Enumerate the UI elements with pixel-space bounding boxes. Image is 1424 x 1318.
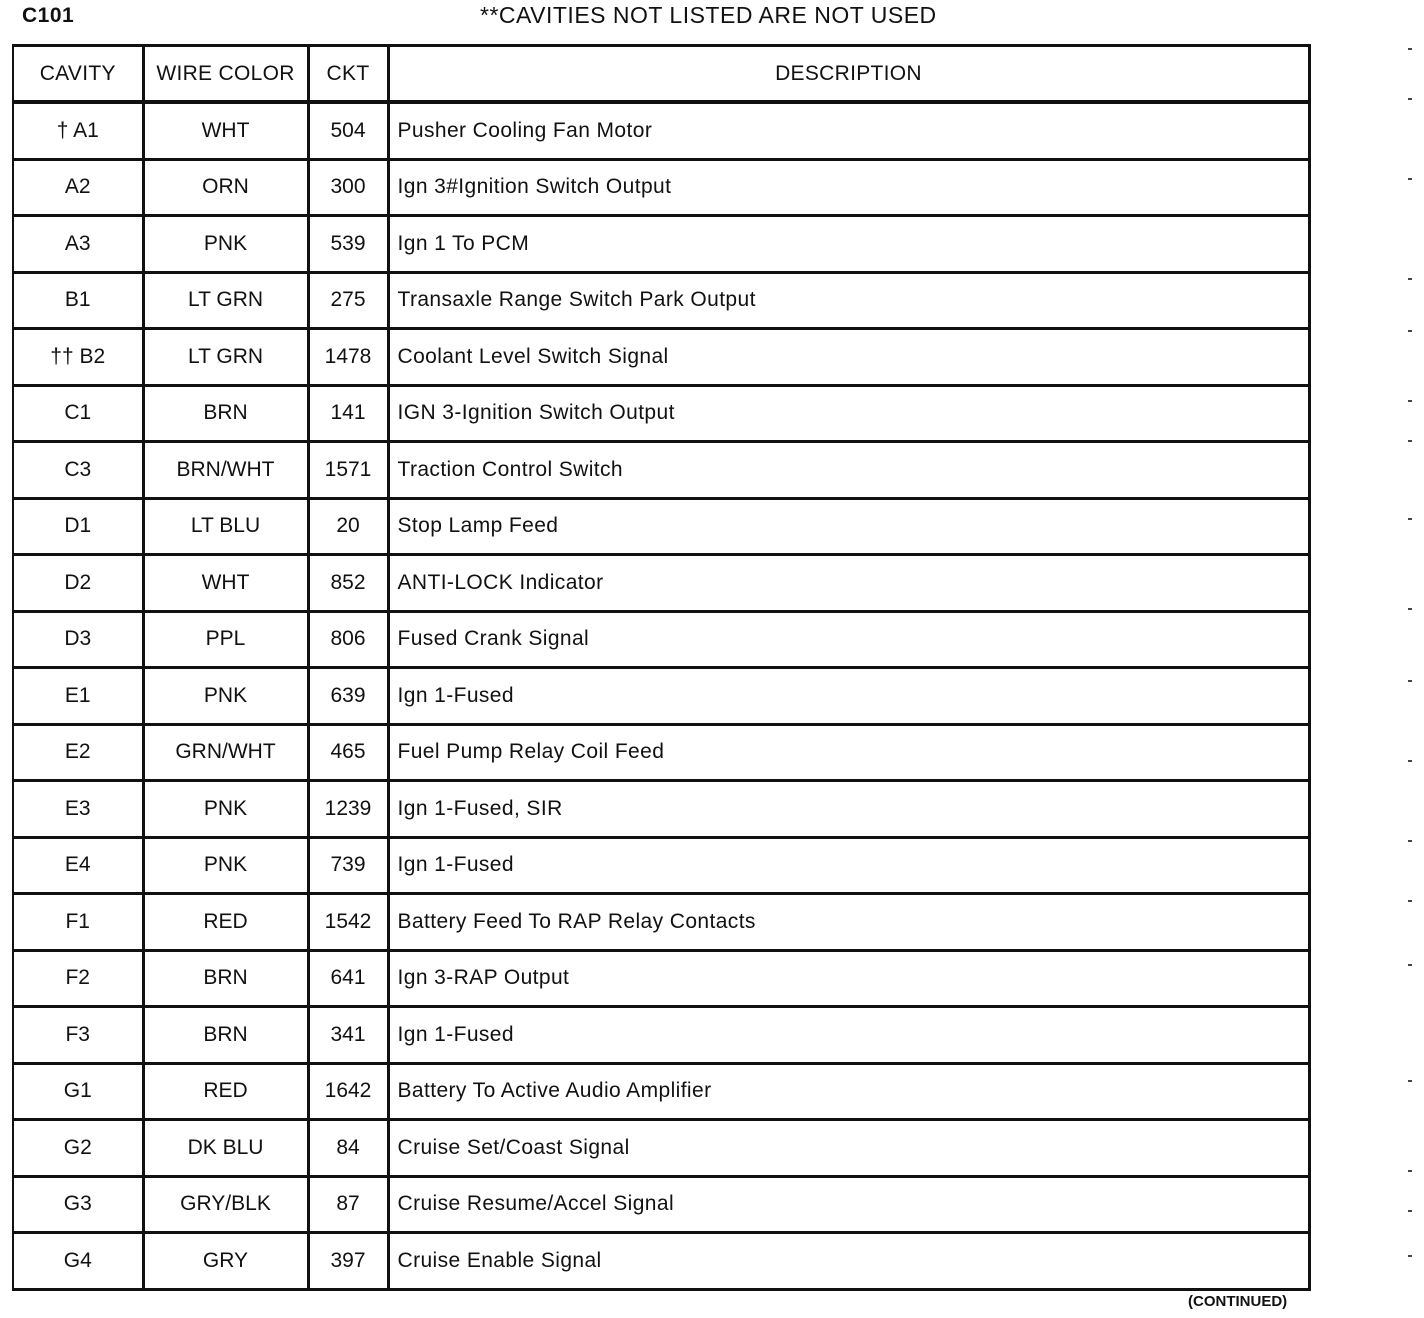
cell-description: Ign 3#Ignition Switch Output [388, 159, 1309, 216]
cell-cavity: G2 [13, 1120, 143, 1177]
table-row [13, 329, 1309, 386]
table-row [13, 385, 1309, 442]
cell-ckt: 84 [308, 1120, 388, 1177]
cell-cavity: E4 [13, 837, 143, 894]
cell-cavity: E1 [13, 668, 143, 725]
cell-wire-color: GRY [143, 1233, 308, 1290]
cell-wire-color: WHT [143, 102, 308, 159]
cell-cavity: D1 [13, 498, 143, 555]
cell-wire-color: RED [143, 1063, 308, 1120]
table-row [13, 159, 1309, 216]
column-header-wire-color: WIRE COLOR [143, 46, 308, 103]
cell-wire-color: BRN [143, 950, 308, 1007]
table-row [13, 781, 1309, 838]
table-row [13, 611, 1309, 668]
cell-wire-color: RED [143, 894, 308, 951]
cell-description: Battery To Active Audio Amplifier [388, 1063, 1309, 1120]
table-row [13, 555, 1309, 612]
cell-cavity: F3 [13, 1007, 143, 1064]
cell-wire-color: PNK [143, 216, 308, 273]
cell-description: Transaxle Range Switch Park Output [388, 272, 1309, 329]
cell-description: Traction Control Switch [388, 442, 1309, 499]
table-row [13, 1063, 1309, 1120]
cell-cavity: G3 [13, 1176, 143, 1233]
cell-description: Ign 3-RAP Output [388, 950, 1309, 1007]
cell-description: Ign 1 To PCM [388, 216, 1309, 273]
cell-cavity: D2 [13, 555, 143, 612]
table-row [13, 102, 1309, 159]
cell-description: Fuel Pump Relay Coil Feed [388, 724, 1309, 781]
cell-cavity: A2 [13, 159, 143, 216]
cell-description: Battery Feed To RAP Relay Contacts [388, 894, 1309, 951]
cell-cavity: B1 [13, 272, 143, 329]
table-row [13, 442, 1309, 499]
cell-cavity: C3 [13, 442, 143, 499]
cell-wire-color: LT BLU [143, 498, 308, 555]
cell-cavity: F2 [13, 950, 143, 1007]
table-row [13, 950, 1309, 1007]
cell-ckt: 1478 [308, 329, 388, 386]
cell-wire-color: LT GRN [143, 329, 308, 386]
cell-ckt: 739 [308, 837, 388, 894]
cell-ckt: 20 [308, 498, 388, 555]
cell-description: ANTI-LOCK Indicator [388, 555, 1309, 612]
cell-ckt: 141 [308, 385, 388, 442]
cell-description: Ign 1-Fused [388, 1007, 1309, 1064]
cell-cavity: D3 [13, 611, 143, 668]
cell-wire-color: PNK [143, 837, 308, 894]
table-row [13, 1120, 1309, 1177]
cell-cavity: A3 [13, 216, 143, 273]
cell-wire-color: DK BLU [143, 1120, 308, 1177]
cell-wire-color: ORN [143, 159, 308, 216]
column-header-description: DESCRIPTION [388, 46, 1309, 103]
table-row [13, 1176, 1309, 1233]
cell-ckt: 1571 [308, 442, 388, 499]
cell-wire-color: BRN/WHT [143, 442, 308, 499]
column-header-ckt: CKT [308, 46, 388, 103]
cell-ckt: 397 [308, 1233, 388, 1290]
connector-pinout-table [12, 44, 1311, 1291]
table-row [13, 1233, 1309, 1290]
cell-ckt: 1642 [308, 1063, 388, 1120]
cell-description: Cruise Set/Coast Signal [388, 1120, 1309, 1177]
cell-wire-color: PNK [143, 781, 308, 838]
cell-description: Cruise Resume/Accel Signal [388, 1176, 1309, 1233]
cell-cavity: E3 [13, 781, 143, 838]
table-row [13, 894, 1309, 951]
cell-cavity: † A1 [13, 102, 143, 159]
cell-ckt: 87 [308, 1176, 388, 1233]
table-row [13, 1007, 1309, 1064]
cell-description: Stop Lamp Feed [388, 498, 1309, 555]
cell-wire-color: BRN [143, 385, 308, 442]
cell-ckt: 852 [308, 555, 388, 612]
cell-wire-color: PPL [143, 611, 308, 668]
table-row [13, 837, 1309, 894]
cell-description: Cruise Enable Signal [388, 1233, 1309, 1290]
table-row [13, 272, 1309, 329]
cell-wire-color: LT GRN [143, 272, 308, 329]
cell-cavity: G4 [13, 1233, 143, 1290]
cell-ckt: 806 [308, 611, 388, 668]
cell-cavity: F1 [13, 894, 143, 951]
cell-wire-color: WHT [143, 555, 308, 612]
cell-wire-color: PNK [143, 668, 308, 725]
table-row [13, 724, 1309, 781]
cell-cavity: †† B2 [13, 329, 143, 386]
connector-id: C101 [22, 4, 75, 27]
table-header-row [13, 46, 1309, 103]
cell-ckt: 465 [308, 724, 388, 781]
cell-ckt: 300 [308, 159, 388, 216]
cell-wire-color: GRY/BLK [143, 1176, 308, 1233]
cell-cavity: C1 [13, 385, 143, 442]
cell-cavity: E2 [13, 724, 143, 781]
table-row [13, 498, 1309, 555]
cell-ckt: 539 [308, 216, 388, 273]
cell-ckt: 275 [308, 272, 388, 329]
cell-wire-color: GRN/WHT [143, 724, 308, 781]
table-body [13, 102, 1309, 1289]
column-header-cavity: CAVITY [13, 46, 143, 103]
cell-ckt: 341 [308, 1007, 388, 1064]
cell-description: Pusher Cooling Fan Motor [388, 102, 1309, 159]
cell-description: Ign 1-Fused, SIR [388, 781, 1309, 838]
cell-ckt: 504 [308, 102, 388, 159]
cell-wire-color: BRN [143, 1007, 308, 1064]
table-row [13, 216, 1309, 273]
continued-note: (CONTINUED) [1188, 1293, 1288, 1310]
page-edge-marks [1408, 40, 1414, 1280]
cell-description: Coolant Level Switch Signal [388, 329, 1309, 386]
table-row [13, 668, 1309, 725]
cell-ckt: 639 [308, 668, 388, 725]
cell-ckt: 1542 [308, 894, 388, 951]
cell-description: Fused Crank Signal [388, 611, 1309, 668]
cell-description: Ign 1-Fused [388, 668, 1309, 725]
header-note: **CAVITIES NOT LISTED ARE NOT USED [480, 2, 937, 28]
cell-description: Ign 1-Fused [388, 837, 1309, 894]
cell-description: IGN 3-Ignition Switch Output [388, 385, 1309, 442]
cell-ckt: 1239 [308, 781, 388, 838]
cell-cavity: G1 [13, 1063, 143, 1120]
cell-ckt: 641 [308, 950, 388, 1007]
